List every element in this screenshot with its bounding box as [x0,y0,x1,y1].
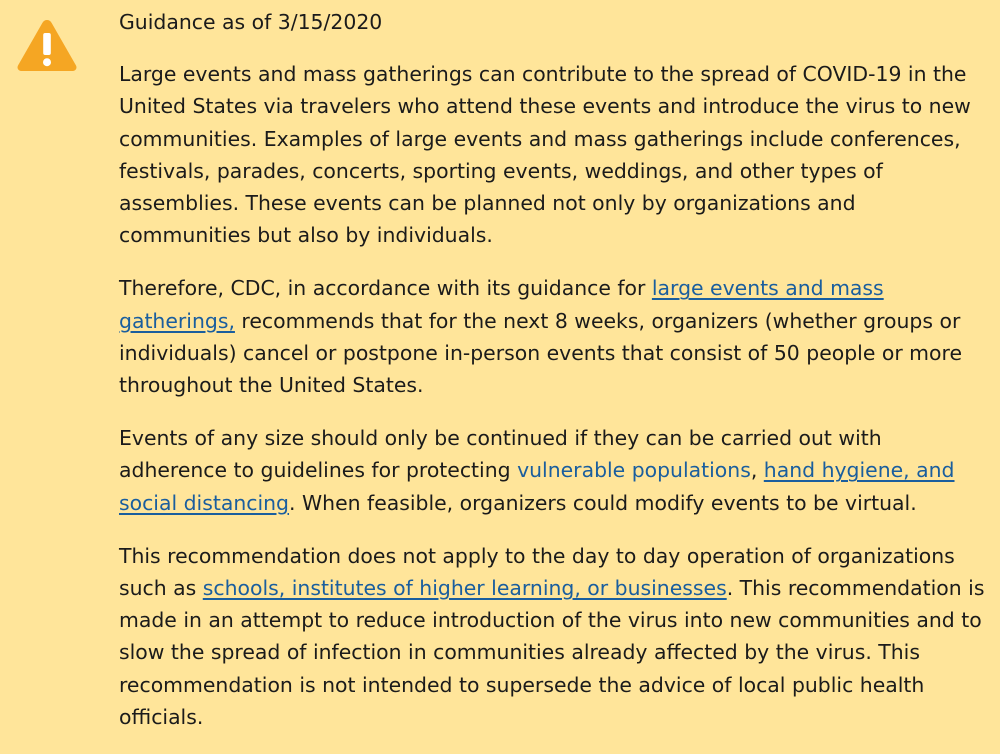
paragraph-text: . This recommendation is made in an attempt to reduce introduction of the virus into new communities and to slow the spread of infection in communities already affected by the virus. This recommendation is not intended to supersede the advice of local public health officials. [119,576,985,729]
paragraph-text: This recommendation does not apply to the day to day operation of organizations such as [119,543,955,601]
hand-hygiene-link[interactable]: hand hygiene, and social distancing [119,458,955,515]
guidance-date: Guidance as of 3/15/2020 [119,10,383,34]
large-events-link[interactable]: large events and mass gatherings, [119,276,884,333]
paragraph-text: . When feasible, organizers could modify events to be virtual. [289,490,917,515]
warning-icon [16,18,78,72]
paragraph-text: recommends that for the next 8 weeks, organizers (whether groups or individuals) cancel or postpone in-person events that consist of 50 people or more throughout the United States. [119,308,963,398]
paragraph-scope [119,540,989,733]
paragraph-cdc-recommendation [119,272,989,401]
paragraph-text: Therefore, CDC, in accordance with its guidance for [119,276,652,301]
paragraph-text: , [750,458,764,483]
schools-businesses-link[interactable]: schools, institutes of higher learning, or businesses [202,576,727,601]
alert-body [119,6,989,754]
paragraph-event-size [119,422,989,519]
vulnerable-populations-link[interactable]: vulnerable populations [517,458,751,483]
paragraph-events-spread: Large events and mass gatherings can contribute to the spread of COVID-19 in the United States via travelers who attend these events and introduce the virus to new communities. Examples of large events and mass gatherings include conferences, festivals, parades, concerts, sporting events, weddings, and other types of assemblies. These events can be planned not only by organizations and communities but also by individuals. [119,62,971,248]
paragraph-text: Events of any size should only be continued if they can be carried out with adherence to guidelines for protecting [119,426,882,483]
